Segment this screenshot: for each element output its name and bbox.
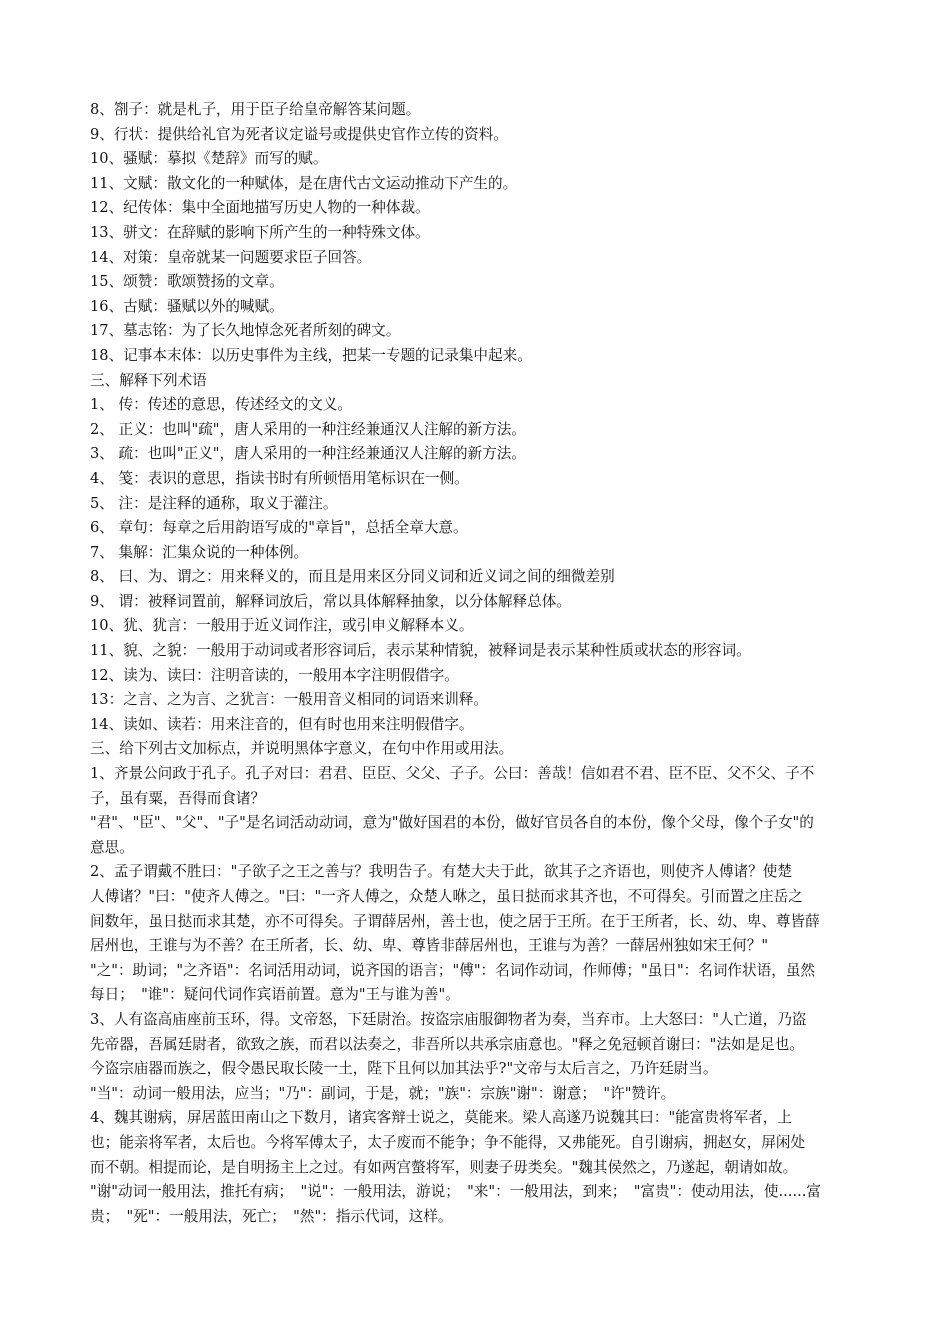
paragraph-line: 意思。 (90, 838, 134, 856)
term-item: 12、读为、读曰：注明音读的，一般用本字注明假借字。 (90, 666, 459, 684)
term-item: 14、读如、读若：用来注音的，但有时也用来注明假借字。 (90, 715, 474, 733)
term-item: 16、古赋：骚赋以外的喊赋。 (90, 297, 284, 315)
term-item: 8、 曰、为、谓之：用来释义的，而且是用来区分同义词和近义词之间的细微差别 (90, 568, 615, 586)
paragraph-line: 人傅诸？"曰："使齐人傅之。"曰："一齐人傅之，众楚人咻之，虽日挞而求其齐也，不可得矣。引而置之庄岳之 (90, 888, 803, 905)
paragraph-line: "当"：动词一般用法，应当；"乃"：副词，于是，就；"族"：宗族"谢"：谢意； "许"赞许。 (90, 1084, 676, 1102)
paragraph-line: 先帝器，吾属廷尉者，欲致之族，而君以法奏之，非吾所以共承宗庙意也。"释之免冠顿首谢曰："法如是足也。 (90, 1035, 804, 1053)
section-4-exercises (90, 762, 870, 1229)
term-item: 18、记事本末体：以历史事件为主线，把某一专题的记录集中起来。 (90, 346, 532, 364)
section-2-list (90, 98, 870, 369)
term-item: 13、骈文：在辞赋的影响下所产生的一种特殊文体。 (90, 223, 430, 241)
term-item: 5、 注：是注释的通称，取义于灌注。 (90, 494, 338, 512)
paragraph-line: 子，虽有粟，吾得而食诸？ (90, 789, 266, 807)
exercise-paragraph (90, 1008, 870, 1106)
paragraph-line: 3、人有盗高庙座前玉环，得。文帝怒，下廷尉治。按盗宗庙服御物者为奏，当弃市。上大怒曰："人亡道，乃盗 (90, 1010, 807, 1028)
exercise-paragraph (90, 860, 870, 1008)
term-item: 4、 笺：表识的意思，指读书时有所顿悟用笔标识在一侧。 (90, 469, 469, 487)
paragraph-line: 1、齐景公问政于孔子。孔子对曰：君君、臣臣、父父、子子。公曰：善哉！信如君不君、臣不臣、父不父、子不 (90, 765, 815, 783)
section-3-heading: 三、解释下列术语 (90, 371, 207, 389)
term-item: 9、行状：提供给礼官为死者议定谥号或提供史官作立传的资料。 (90, 125, 508, 143)
paragraph-line: 每日； "谁"：疑问代词作宾语前置。意为"王与谁为善"。 (90, 986, 460, 1004)
term-item: 7、 集解：汇集众说的一种体例。 (90, 543, 309, 561)
paragraph-line: 而不朝。相提而论，是自明扬主上之过。有如两宫螫将军，则妻子毋类矣。"魏其侯然之，乃遂起，朝请如故。 (90, 1158, 798, 1176)
paragraph-line: "谢"动词一般用法，推托有病； "说"：一般用法，游说； "来"：一般用法，到来； "富贵"：使动用法，使......富 (90, 1183, 821, 1201)
paragraph-line: 2、孟子谓戴不胜曰："子欲子之王之善与？我明告子。有楚大夫于此，欲其子之齐语也，则使齐人傅诸？使楚 (90, 863, 792, 881)
term-item: 10、骚赋：摹拟《楚辞》而写的赋。 (90, 150, 328, 168)
term-item: 2、 正义：也叫"疏"，唐人采用的一种注经兼通汉人注解的新方法。 (90, 420, 526, 438)
term-item: 11、文赋：散文化的一种赋体，是在唐代古文运动推动下产生的。 (90, 174, 518, 192)
term-item: 13：之言、之为言、之犹言：一般用音义相同的词语来训释。 (90, 691, 489, 709)
paragraph-line: 贵； "死"：一般用法，死亡； "然"：指示代词，这样。 (90, 1207, 453, 1225)
document-page (90, 98, 870, 1229)
section-3-list (90, 393, 870, 737)
paragraph-line: "之"：助词；"之齐语"：名词活用动词，说齐国的语言；"傅"：名词作动词，作师傅；"虽日"：名词作状语，虽然 (90, 961, 816, 979)
term-item: 3、 疏：也叫"正义"，唐人采用的一种注经兼通汉人注解的新方法。 (90, 445, 526, 463)
term-item: 12、纪传体：集中全面地描写历史人物的一种体裁。 (90, 199, 430, 217)
term-item: 8、劄子：就是札子，用于臣子给皇帝解答某问题。 (90, 101, 421, 118)
exercise-paragraph (90, 762, 870, 811)
term-item: 14、对策：皇帝就某一问题要求臣子回答。 (90, 248, 372, 266)
exercise-paragraph (90, 1106, 870, 1229)
term-item: 15、颂赞：歌颂赞扬的文章。 (90, 273, 284, 291)
term-item: 11、貌、之貌：一般用于动词或者形容词后，表示某种情貌，被释词是表示某种性质或状态的形容词。 (90, 642, 751, 660)
term-item: 17、墓志铭：为了长久地悼念死者所刻的碑文。 (90, 322, 401, 340)
paragraph-line: 居州也，王谁与为不善？在王所者，长、幼、卑、尊皆非薛居州也，王谁与为善？一薛居州独如宋王何？" (90, 937, 769, 955)
paragraph-line: 今盗宗庙器而族之，假令愚民取长陵一土，陛下且何以加其法乎?"文帝与太后言之，乃许廷尉当。 (90, 1060, 718, 1078)
term-item: 9、 谓：被释词置前，解释词放后，常以具体解释抽象，以分体解释总体。 (90, 592, 571, 610)
paragraph-line: 间数年，虽日挞而求其楚，亦不可得矣。子谓薛居州，善士也，使之居于王所。在于王所者，长、幼、卑、尊皆薛 (90, 912, 820, 930)
term-item: 1、 传：传述的意思，传述经文的文义。 (90, 396, 353, 414)
paragraph-line: 也；能亲将军者，太后也。今将军傅太子，太子废而不能争；争不能得，又弗能死。自引谢病，拥赵女，屏闲处 (90, 1133, 806, 1151)
section-4-heading: 三、给下列古文加标点，并说明黑体字意义，在句中作用或用法。 (90, 740, 514, 758)
term-item: 10、犹、犹言：一般用于近义词作注，或引申义解释本义。 (90, 617, 474, 635)
exercise-paragraph (90, 811, 870, 860)
paragraph-line: "君"、"臣"、"父"、"子"是名词活动动词，意为"做好国君的本份，做好官员各自的本份，像个父母，像个子女"的 (90, 814, 814, 832)
term-item: 6、 章句：每章之后用韵语写成的"章旨"，总括全章大意。 (90, 519, 468, 537)
paragraph-line: 4、魏其谢病，屏居蓝田南山之下数月，诸宾客辩士说之，莫能来。梁人高遂乃说魏其曰："能富贵将军者，上 (90, 1109, 792, 1127)
